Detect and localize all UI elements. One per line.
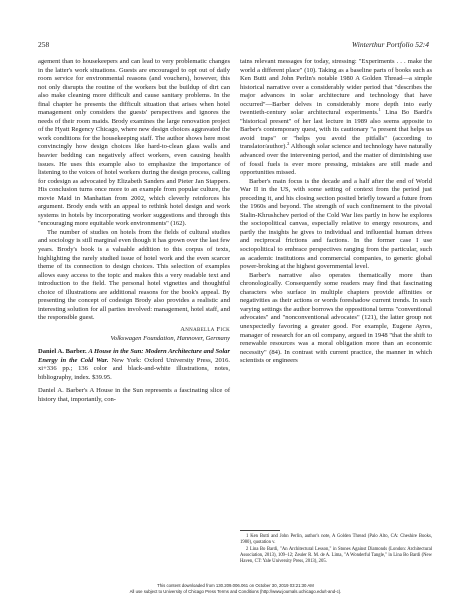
body-paragraph: The number of studies on hotels from the fields of cultural studies and sociology is still marginal even though it has grown over the last few years. Brody's book is a valuable addition to this corpus of texts, highlighting the rarely studied issue of hotel work and the even scarcer theme of its connection to design choices. This selection of examples allows easy access to the topic and makes this a very readable text and introduction to the field. The personal hotel vignettes and thoughtful choice of illustrations are additional reasons for the book's appeal. By presenting the concept of codesign Brody also provides a realistic and interesting solution for all parties involved: management, hotel staff, and the responsible guest.	[38, 228, 230, 322]
footnote-ref: 2	[287, 141, 290, 147]
footnote-ref: 1	[378, 107, 381, 113]
body-paragraph: Barber's main focus is the decade and a half after the end of World War II in the US, with some setting of context from the period just preceding it, and his closing section posited briefly toward a future from the 1960s and beyond. The strength of such confinement to the pivotal Stalin-Khrushchev period of the Cold War lies partly in how he explores the sociopolitical canvas, especially relative to energy resources, and partly the insights he gives to individual and influential human drives and reciprocal frictions and factions. In the former case I use sociopolitical to embrace perspectives ranging from the particular, such as academic institutions and commercial companies, to generic global power-broking at the highest governmental level.	[240, 177, 432, 271]
download-notice: This content downloaded from 130.209.006.061 on October 30, 2019 03:21:30 AM	[157, 583, 314, 588]
left-column	[38, 58, 230, 404]
reviewed-title: A House in the Sun: Modern Architecture and Solar Energy in the Cold War.	[38, 348, 231, 364]
body-paragraph: agement than to housekeepers and can lead to very problematic changes in the latter's work situations. Guests are encouraged to opt out of daily room service for environmental reasons (and vouchers), however, this not only disrupts the routine of the workers but the buildup of dirt can also make cleaning more difficult and cause sanitary problems. In the final chapter he presents the difficult situation that arises when hotel management only considers the guests' perspectives and ignores the needs of their room maids. Brody examines the large renovation project of the Hyatt Regency Chicago, where new design choices aggravated the work conditions for the housekeeping staff. The author shows here most convincingly how design choices like hard-to-clean glass walls and heavier bedding can negatively affect workers, even causing health issues. He uses this example also to emphasize the importance of listening to the voices of hotel workers during the design process, calling for codesign as advocated by Elizabeth Sanders and Pieter Jan Stappers. His conclusion turns once more to an example from popular culture, the movie Maid in Manhattan from 2002, which cleverly reinforces his argument. Brody ends with an appeal to rethink hotel design and work systems in hotels by incorporating worker suggestions and through this "encouraging more equitable work environments" (162).	[38, 58, 230, 228]
footnote: 2 Lina Bo Bardi, "An Architectural Lesson," in Stones Against Diamonds (London: Architectural Association, 2013), 109–12; Zeuler R. M. de A. Lima, "A Wonderful Tangle," in Lina Bo Bardi (New Haven, CT: Yale University Press, 2013), 205.	[240, 547, 432, 564]
body-paragraph	[240, 58, 432, 178]
right-column	[240, 58, 432, 366]
reviewer-name: Annabella Fick	[180, 325, 230, 333]
body-paragraph: Daniel A. Barber's A House in the Sun represents a fascinating slice of history that, importantly, con-	[38, 387, 230, 403]
reviewed-author: Daniel A. Barber.	[38, 348, 87, 356]
page-number: 258	[38, 40, 50, 49]
review-signature	[38, 326, 230, 343]
paragraph-text: Lina Bo Bardi's "historical present" of her last lecture in 1989 also seems apposite to Barber's contemporary quest, with its cautionary "a present that helps us avoid traps" or "helps you avoid the pitfalls" (according to translator/author).	[240, 109, 432, 151]
footnotes	[240, 530, 432, 566]
publication-details: New York: Oxford University Press, 2016. xi+336 pp.; 136 color and black-and-white illustrations, notes, bibliography, index. $39.95.	[38, 356, 230, 381]
paragraph-text: Although solar science and technology have naturally advanced over the intervening period, and the matter of diminishing use of fossil fuels is ever more pressing, mistakes are still made and opportunities missed.	[240, 143, 432, 177]
reviewer-affiliation: Volkswagen Foundation, Hannover, Germany	[110, 334, 230, 342]
terms-notice: All use subject to University of Chicago Press Terms and Conditions (http://www.journals.uchicago.edu/t-and-c).	[129, 589, 342, 594]
running-head: Winterthur Portfolio 52:4	[351, 40, 429, 49]
review-heading	[38, 348, 230, 382]
footnote-rule	[240, 530, 280, 531]
paragraph-text: tains relevant messages for today, stressing: "Experiments . . . make the world a different place" (10). Taking as a baseline parts of books such as Ken Butti and John Perlin's notable 1980 A Golden Thread—a simple historical narrative over a considerably wider period that "describes the major advances in solar architecture and technology that have occurred"—Barber delves in considerably more depth into early twentieth-century solar architectural experiments.	[240, 58, 432, 117]
body-paragraph: Barber's narrative also operates thematically more than chronologically. Consequently some readers may find that fascinating characters who surface in multiple chapters provide affinities or negativities as their actions or words foreshadow current trends. In such varying settings the author borrows the oppositional terms "conventional advocates" and "nonconventional advocates" (121), the latter group not unexpectedly favoring a greater good. For example, Eugene Ayres, manager of research for an oil company, argued in 1948 "that the shift to renewable resources was a moral obligation more than an economic necessity" (84). In contrast with current practice, the manner in which scientists or engineers	[240, 271, 432, 365]
footnote: 1 Ken Butti and John Perlin, author's note, A Golden Thread (Palo Alto, CA: Cheshire Books, 1980), quotation v.	[240, 534, 432, 545]
